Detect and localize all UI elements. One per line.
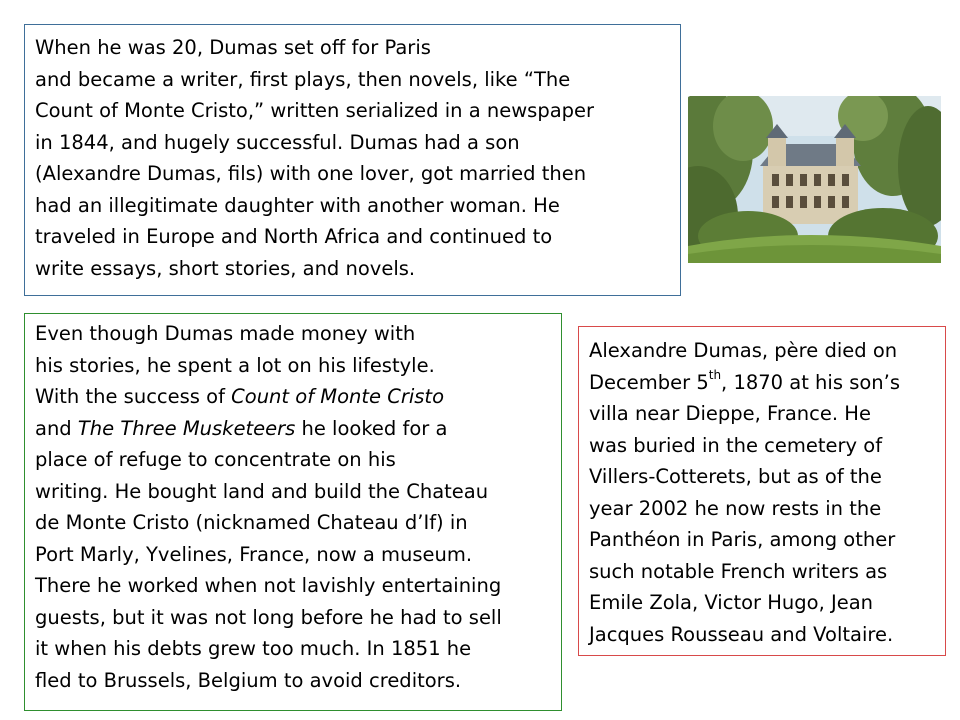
text-line: When he was 20, Dumas set off for Paris <box>35 36 431 59</box>
text-line <box>589 367 945 399</box>
chateau-photo <box>688 96 941 263</box>
text-line: write essays, short stories, and novels. <box>35 256 416 280</box>
book-title: Count of Monte Cristo <box>231 385 444 408</box>
text-segment: he looked for a <box>295 416 448 440</box>
text-line <box>35 413 561 445</box>
text-segment: With the success of <box>35 385 232 408</box>
ordinal-suffix: th <box>708 368 722 382</box>
text-line: (Alexandre Dumas, fils) with one lover, got married then <box>35 162 587 185</box>
text-segment: , 1870 at his son’s <box>721 370 901 394</box>
text-box-monte-cristo <box>24 313 562 711</box>
text-line: Emile Zola, Victor Hugo, Jean <box>589 591 874 614</box>
text-line: such notable French writers as <box>589 559 888 583</box>
text-line: Even though Dumas made money with <box>35 322 416 345</box>
text-line: place of refuge to concentrate on his <box>35 448 396 471</box>
text-segment: and <box>35 416 78 440</box>
text-line: villa near Dieppe, France. He <box>589 402 871 425</box>
text-line: traveled in Europe and North Africa and continued to <box>35 225 553 248</box>
text-line: Count of Monte Cristo,” written serialized in a newspaper <box>35 99 595 122</box>
text-line: de Monte Cristo (nicknamed Chateau d’If) in <box>35 511 468 534</box>
text-line: Panthéon in Paris, among other <box>589 528 896 551</box>
book-title: The Three Musketeers <box>77 416 296 440</box>
text-line: There he worked when not lavishly entertaining <box>35 574 502 597</box>
text-line: Alexandre Dumas, père died on <box>589 339 898 362</box>
text-line: guests, but it was not long before he had to sell <box>35 605 502 629</box>
text-line: Port Marly, Yvelines, France, now a museum. <box>35 542 473 566</box>
text-line: and became a writer, first plays, then novels, like “The <box>35 67 571 91</box>
text-line: Villers-Cotterets, but as of the <box>589 465 882 488</box>
text-segment: December 5 <box>589 370 709 394</box>
text-line: Jacques Rousseau and Voltaire. <box>589 622 894 646</box>
text-line: in 1844, and hugely successful. Dumas had a son <box>35 130 520 154</box>
text-line: his stories, he spent a lot on his lifestyle. <box>35 353 435 377</box>
text-line: it when his debts grew too much. In 1851 he <box>35 637 472 660</box>
text-box-death <box>578 326 946 656</box>
text-line: had an illegitimate daughter with another woman. He <box>35 193 560 217</box>
text-line <box>35 381 561 413</box>
text-line: year 2002 he now rests in the <box>589 496 882 520</box>
text-box-paris <box>24 24 681 296</box>
text-line: writing. He bought land and build the Chateau <box>35 479 489 503</box>
text-line: was buried in the cemetery of <box>589 433 883 457</box>
text-line: fled to Brussels, Belgium to avoid creditors. <box>35 668 462 692</box>
